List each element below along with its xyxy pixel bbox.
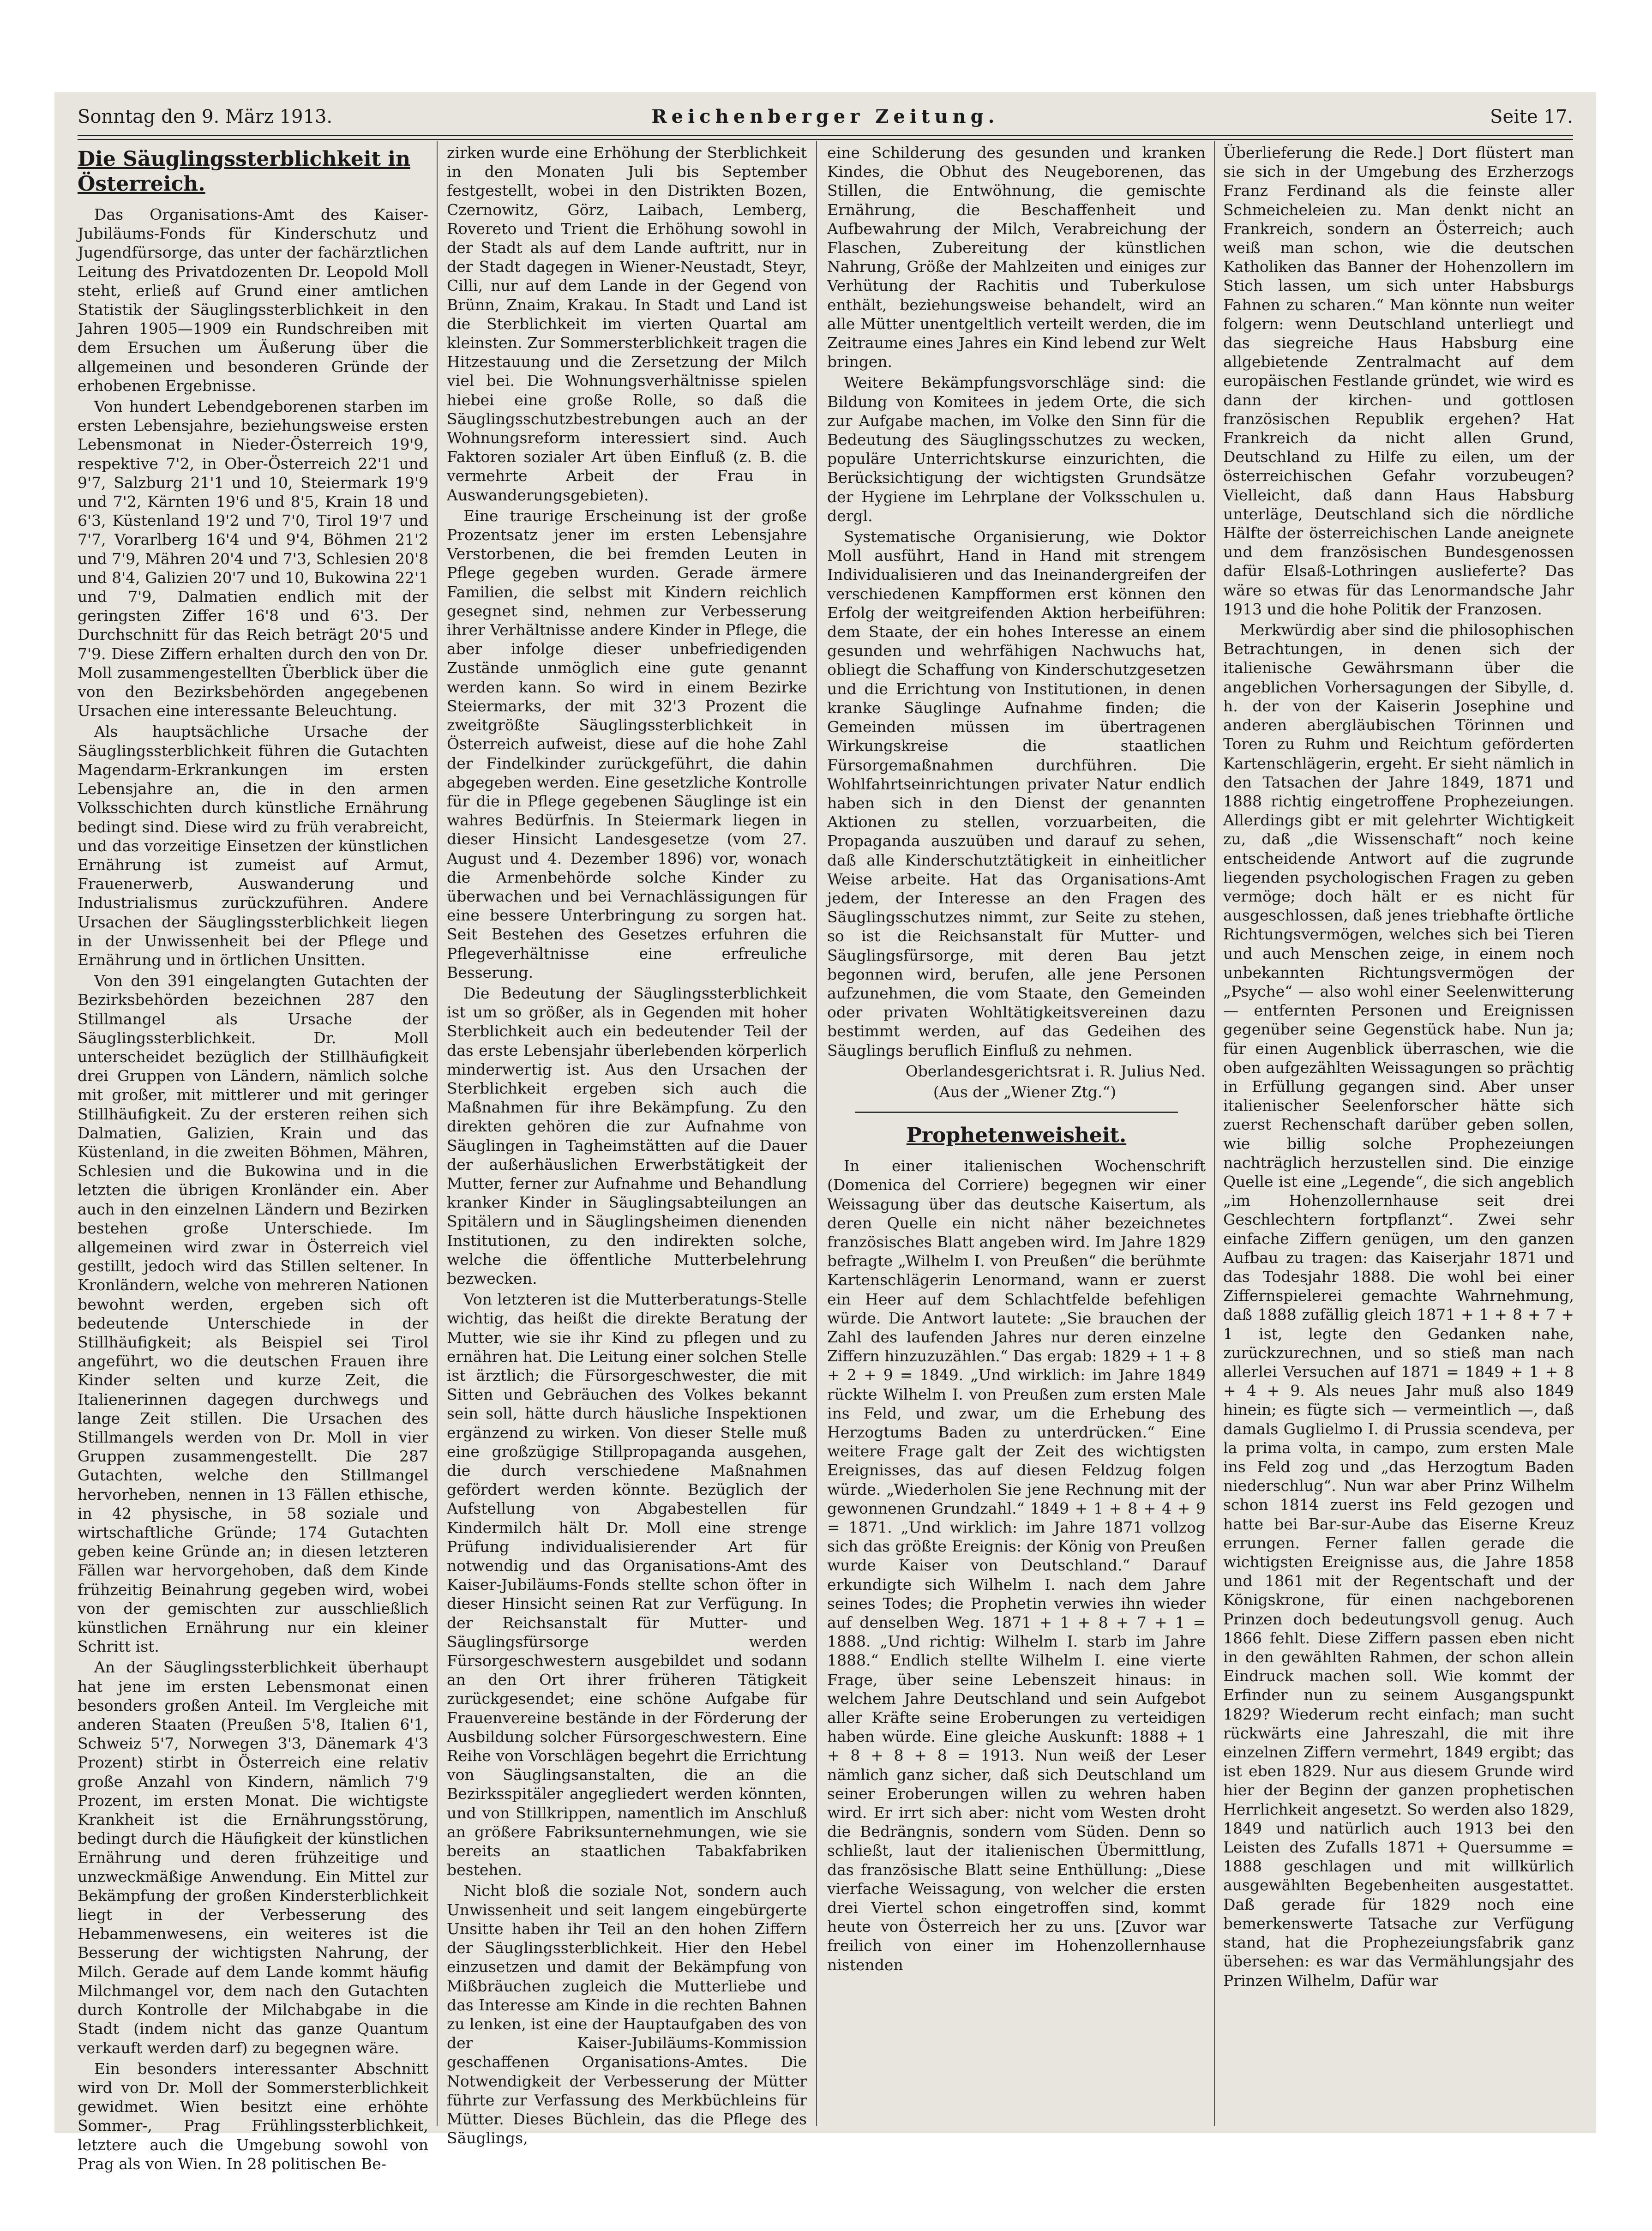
page-header [78,101,1573,133]
paragraph: Eine traurige Erscheinung ist der große Prozentsatz jener im ersten Lebensjahre Verstorbenen, die bei fremden Leuten in Pflege gegeben wurden. Gerade ärmere Familien, die selbst mit Kindern reichlich gesegnet sind, nehmen zur Verbesserung ihrer Verhältnisse andere Kinder in Pflege, die aber infolge dieser unbefriedigenden Zustände unmöglich eine gute genannt werden kann. So wird in einem Bezirke Steiermarks, der mit 32'3 Prozent die zweitgrößte Säuglingssterblichkeit in Österreich aufweist, diese auf die hohe Zahl der Findelkinder zurückgeführt, die dahin abgegeben werden. Eine gesetzliche Kontrolle für die in Pflege gegebenen Säuglinge ist ein wahres Bedürfnis. In Steiermark liegen in dieser Hinsicht Landesgesetze (vom 27. August und 4. Dezember 1896) vor, wonach die Armenbehörde solche Kinder zu überwachen und bei Vernachlässigungen für eine bessere Unterbringung zu sorgen hat. Seit Bestehen des Gesetzes erfuhren die Pflegeverhältnisse eine erfreuliche Besserung. [447,506,807,981]
header-date: Sonntag den 9. März 1913. [78,106,333,127]
paragraph: Weitere Bekämpfungsvorschläge sind: die Bildung von Komitees in jedem Orte, die sich zur Aufgabe machen, im Volke den Sinn für die Bedeutung des Säuglingsschutzes zu wecken, populäre Unterrichtskurse einzurichten, die Berücksichtigung der wichtigsten Grundsätze der Hygiene im Lehrplane der Volksschulen u. dergl. [827,373,1206,525]
column-divider [816,141,817,2126]
paragraph: Überlieferung die Rede.] Dort flüstert man sie sich in der Umgebung des Erzherzogs Franz Ferdinand als die feinste aller Schmeicheleien zu. Man denkt nicht an Frankreich, sondern an Österreich; auch weiß man schon, wie die deutschen Katholiken das Banner der Hohenzollern im Stich lassen, um sich unter Habsburgs Fahnen zu scharen.“ Man könnte nun weiter folgern: wenn Deutschland unterliegt und das siegreiche Haus Habsburg eine allgebietende Zentralmacht auf dem europäischen Festlande gründet, wie wird es dann der kirchen- und gottlosen französischen Republik ergehen? Hat Frankreich da nicht allen Grund, Deutschland zu Hilfe zu eilen, um der österreichischen Gefahr vorzubeugen? Vielleicht, daß dann Haus Habsburg unterläge, Deutschland sich die nördliche Hälfte der österreichischen Lande aneignete und dem französischen Bundesgenossen dafür Elsaß-Lothringen auslieferte? Das wäre so etwas für das Lenormandsche Jahr 1913 und die hohe Politik der Franzosen. [1223,144,1574,618]
paragraph: Von hundert Lebendgeborenen starben im ersten Lebensjahre, beziehungsweise ersten Lebensmonat in Nieder-Österreich 19'9, respektive 7'2, in Ober-Österreich 22'1 und 9'7, Salzburg 21'1 und 10, Steiermark 19'9 und 7'2, Kärnten 19'6 und 8'5, Krain 18 und 6'3, Küstenland 19'2 und 7'0, Tirol 19'7 und 7'7, Vorarlberg 16'4 und 9'4, Böhmen 21'2 und 7'9, Mähren 20'4 und 7'3, Schlesien 20'8 und 8'4, Galizien 20'7 und 10, Bukowina 22'1 und 7'9, Dalmatien endlich mit der geringsten Ziffer 16'8 und 6'3. Der Durchschnitt für das Reich beträgt 20'5 und 7'9. Diese Ziffern erhalten durch den von Dr. Moll zusammengestellten Überblick über die von den Bezirksbehörden angegebenen Ursachen eine interessante Beleuchtung. [78,397,428,720]
column-2 [447,143,807,2147]
paragraph: Ein besonders interessanter Abschnitt wird von Dr. Moll der Sommersterblichkeit gewidmet. Wien besitzt eine erhöhte Sommer-, Prag Frühlingssterblichkeit, letztere auch die Umgebung sowohl von Prag als von Wien. In 28 politischen Be- [78,2059,428,2173]
article-1-signature: Oberlandesgerichtsrat i. R. Julius Ned. [905,1062,1206,1080]
paragraph: An der Säuglingssterblichkeit überhaupt hat jene im ersten Lebensmonat einen besonders großen Anteil. Im Vergleiche mit anderen Staaten (Preußen 5'8, Italien 6'1, Schweiz 5'7, Norwegen 3'3, Dänemark 4'3 Prozent) stirbt in Österreich eine relativ große Anzahl von Kindern, nämlich 7'9 Prozent, im ersten Monat. Die wichtigste Krankheit ist die Ernährungsstörung, bedingt durch die Häufigkeit der künstlichen Ernährung und deren frühzeitige und unzweckmäßige Anwendung. Ein Mittel zur Bekämpfung der großen Kindersterblichkeit liegt in der Verbesserung des Hebammenwesens, ein weiteres ist die Besserung der wichtigsten Nahrung, der Milch. Gerade auf dem Lande kommt häufig Milchmangel vor, dem nach den Gutachten durch Kontrolle der Milchabgabe in die Stadt (indem nicht das ganze Quantum verkauft werden darf) zu begegnen wäre. [78,1658,428,2057]
paragraph: zirken wurde eine Erhöhung der Sterblichkeit in den Monaten Juli bis September festgestellt, wobei in den Distrikten Bozen, Czernowitz, Görz, Laibach, Lemberg, Rovereto und Trient die Erhöhung sowohl in der Stadt als auf dem Lande auftritt, nur in der Stadt dagegen in Wiener-Neustadt, Steyr, Cilli, nur auf dem Lande in der Gegend von Brünn, Znaim, Krakau. In Stadt und Land ist die Sterblichkeit im vierten Quartal am kleinsten. Zur Sommersterblichkeit tragen die Hitzestauung und die Zersetzung der Milch viel bei. Die Wohnungsverhältnisse spielen hiebei eine große Rolle, so daß die Säuglingsschutzbestrebungen auch an der Wohnungsreform interessiert sind. Auch Faktoren sozialer Art üben Einfluß (z. B. die vermehrte Arbeit der Frau in Auswanderungsgebieten). [447,144,807,504]
column-1 [78,143,428,2173]
paragraph: Systematische Organisierung, wie Doktor Moll ausführt, Hand in Hand mit strengem Individualisieren und das Ineinandergreifen der verschiedenen Kampfformen erst können den Erfolg der weitgreifenden Aktion herbeiführen: dem Staate, der ein hohes Interesse an einem gesunden und wehrfähigen Nachwuchs hat, obliegt die Schaffung von Kinderschutzgesetzen und die Errichtung von Institutionen, in denen kranke Säuglinge Aufnahme finden; die Gemeinden müssen im übertragenen Wirkungskreise die staatlichen Fürsorgemaßnahmen durchführen. Die Wohlfahrtseinrichtungen privater Natur endlich haben sich in den Dienst der genannten Aktionen zu stellen, vorzuarbeiten, die Propaganda auszuüben und darauf zu sehen, daß alle Kinderschutztätigkeit in einheitlicher Weise arbeite. Hat das Organisations-Amt jedem, der Interesse an den Fragen des Säuglingsschutzes nimmt, zur Seite zu stehen, so ist die Reichsanstalt für Mutter- und Säuglingsfürsorge, mit deren Bau jetzt begonnen wird, berufen, alle jene Personen aufzunehmen, die vom Staate, den Gemeinden oder privaten Wohltätigkeitsvereinen dazu bestimmt werden, auf das Gedeihen des Säuglings beruflich Einfluß zu nehmen. [827,528,1206,1059]
column-4 [1223,143,1574,2123]
article-separator [855,1112,1178,1113]
paragraph: Das Organisations-Amt des Kaiser-Jubiläums-Fonds für Kinderschutz und Jugendfürsorge, das unter der fachärztlichen Leitung des Privatdozenten Dr. Leopold Moll steht, erließ auf Grund einer amtlichen Statistik der Säuglingssterblichkeit in den Jahren 1905—1909 ein Rundschreiben mit dem Ersuchen um Äußerung über die allgemeinen und besonderen Gründe der erhobenen Ergebnisse. [78,205,428,395]
paragraph: Merkwürdig aber sind die philosophischen Betrachtungen, in denen sich der italienische Gewährsmann über die angeblichen Vorhersagungen der Sibylle, d. h. der von der Kaiserin Josephine und anderen abergläubischen Törinnen und Toren zu Ruhm und Reichtum geförderten Kartenschlägerin, ergeht. Er sieht nämlich in den Tatsachen der Jahre 1849, 1871 und 1888 richtig eingetroffene Prophezeiungen. Allerdings gibt er mit gelehrter Wichtigkeit zu, daß „die Wissenschaft“ noch keine entscheidende Antwort auf die zugrunde liegenden psychologischen Fragen zu geben vermöge; doch hält er es nicht für ausgeschlossen, daß jenes triebhafte örtliche Richtungsvermögen, welches sich bei Tieren und auch Menschen zeige, in einem noch unbekannten Richtungsvermögen der „Psyche“ — also wohl einer Seelenwitterung — entfernten Personen und Ereignissen gegenüber seine Gegenstück habe. Nun ja; für einen Augenblick überraschen, wie die oben aufgezählten Weissagungen so prächtig in Erfüllung gegangen sind. Aber unser italienischer Seelenforscher hätte sich zuerst Rechenschaft darüber geben sollen, wie billig solche Prophezeiungen nachträglich herzustellen sind. Die einzige Quelle ist eine „Legende“, die sich angeblich „im Hohenzollernhause seit drei Geschlechtern fortpflanzt“. Zwei sehr einfache Ziffern genügen, um den ganzen Aufbau zu tragen: das Kaiserjahr 1871 und das Todesjahr 1888. Die wohl bei einer Ziffernspielerei gemachte Wahrnehmung, daß 1888 zufällig gleich 1871 + 1 + 8 + 7 + 1 ist, legte den Gedanken nahe, zurückzurechnen, und so stieß man nach allerlei Versuchen auf 1871 = 1849 + 1 + 8 + 4 + 9. Als neues Jahr muß also 1849 hinein; es fügte sich — vermeintlich —, daß damals Guglielmo I. di Prussia scendeva, per la prima volta, in campo, zum ersten Male ins Feld zog und „das Herzogtum Baden niederschlug“. Nun war aber Prinz Wilhelm schon 1814 zuerst ins Feld gezogen und hatte bei Bar-sur-Aube das Eiserne Kreuz errungen. Ferner fallen gerade die wichtigsten Ereignisse aus, die Jahre 1858 und 1861 mit der Regentschaft und der Königskrone, für einen nachgeborenen Prinzen doch bedeutungsvoll genug. Auch 1866 fehlt. Diese Ziffern passen eben nicht in den gewählten Rahmen, der schon allein Eindruck machen soll. Wie kommt der Erfinder nun zu seinem Ausgangspunkt 1829? Wiederum recht einfach; man sucht rückwärts eine Jahreszahl, die mit ihre einzelnen Ziffern vermehrt, 1849 ergibt; das ist eben 1829. Nur aus diesem Grunde wird hier der Beginn der ganzen prophetischen Herrlichkeit angesetzt. So werden also 1829, 1849 und natürlich auch 1913 bei den Leisten des Zufalls 1871 + Quersumme = 1888 geschlagen und mit willkürlich ausgewählten Begebenheiten ausgestattet. Daß gerade für 1829 noch eine bemerkenswerte Tatsache zur Verfügung stand, hat die Prophezeiungsfabrik ganz übersehen: es war das Vermählungsjahr des Prinzen Wilhelm, Dafür war [1223,621,1574,1990]
newspaper-title: Reichenberger Zeitung. [651,106,999,127]
paragraph: Von letzteren ist die Mutterberatungs-Stelle wichtig, das heißt die direkte Beratung der Mutter, wie sie ihr Kind zu pflegen und zu ernähren hat. Die Leitung einer solchen Stelle ist ärztlich; die Fürsorgeschwester, die mit Sitten und Gebräuchen des Volkes bekannt sein soll, hätte durch häusliche Inspektionen ergänzend zu wirken. Von dieser Stelle muß eine großzügige Stillpropaganda ausgehen, die durch verschiedene Maßnahmen gefördert werden könnte. Bezüglich der Aufstellung von Abgabestellen für Kindermilch hält Dr. Moll eine strenge Prüfung individualisierender Art für notwendig und das Organisations-Amt des Kaiser-Jubiläums-Fonds stellte schon öfter in dieser Hinsicht seinen Rat zur Verfügung. In der Reichsanstalt für Mutter- und Säuglingsfürsorge werden Fürsorgeschwestern ausgebildet und sodann an den Ort ihrer früheren Tätigkeit zurückgesendet; eine schöne Aufgabe für Frauenvereine bestände in der Förderung der Ausbildung solcher Fürsorgeschwestern. Eine Reihe von Vorschlägen begehrt die Errichtung von Säuglingsanstalten, die an die Bezirksspitäler angegliedert werden könnten, und von Stillkrippen, namentlich im Anschluß an größere Fabriksunternehmungen, wie sie bereits an staatlichen Tabakfabriken bestehen. [447,1290,807,1879]
paragraph: eine Schilderung des gesunden und kranken Kindes, die Obhut des Neugeborenen, das Stillen, die Entwöhnung, die gemischte Ernährung, die Beschaffenheit und Aufbewahrung der Milch, Verabreichung der Flaschen, Zubereitung der künstlichen Nahrung, Größe der Mahlzeiten und einiges zur Verhütung der Rachitis und Tuberkulose enthält, beziehungsweise behandelt, wird an alle Mütter unentgeltlich verteilt werden, die im Zeitraume eines Jahres ein Kind lebend zur Welt bringen. [827,144,1206,371]
page-number: Seite 17. [1490,106,1573,127]
column-divider [1214,141,1215,2126]
header-rule [78,135,1573,140]
article-2-title: Prophetenweisheit. [906,1124,1127,1148]
paragraph: In einer italienischen Wochenschrift (Domenica del Corriere) begegnen wir einer Weissagung über das deutsche Kaisertum, als deren Quelle ein nicht näher bezeichnetes französisches Blatt angeben wird. Im Jahre 1829 befragte „Wilhelm I. von Preußen“ die berühmte Kartenschlägerin Lenormand, wann er zuerst ein Heer auf dem Schlachtfelde befehligen würde. Die Antwort lautete: „Sie brauchen der Zahl des laufenden Jahres nur deren einzelne Ziffern hinzuzuzählen.“ Das ergab: 1829 + 1 + 8 + 2 + 9 = 1849. „Und wirklich: im Jahre 1849 rückte Wilhelm I. von Preußen zum ersten Male ins Feld, und zwar, um die Erhebung des Herzogtums Baden zu unterdrücken.“ Eine weitere Frage galt der Zeit des wichtigsten Ereignisses, das auf diesen Feldzug folgen würde. „Wiederholen Sie jene Rechnung mit der gewonnenen Grundzahl.“ 1849 + 1 + 8 + 4 + 9 = 1871. „Und wirklich: im Jahre 1871 vollzog sich das größte Ereignis: der König von Preußen wurde Kaiser von Deutschland.“ Darauf erkundigte sich Wilhelm I. nach dem Jahre seines Todes; die Prophetin verwies ihn wieder auf denselben Weg. 1871 + 1 + 8 + 7 + 1 = 1888. „Und richtig: Wilhelm I. starb im Jahre 1888.“ Endlich stellte Wilhelm I. eine vierte Frage, über seine Lebenszeit hinaus: in welchem Jahre Deutschland und sein Aufgebot aller Kräfte seine Eroberungen zu verteidigen haben würde. Eine gleiche Auskunft: 1888 + 1 + 8 + 8 + 8 = 1913. Nun weiß der Leser nämlich ganz sicher, daß sich Deutschland um seiner Eroberungen willen zu wehren haben wird. Er irrt sich aber: nicht vom Westen droht die Bedrängnis, sondern vom Süden. Denn so schließt, laut der italienischen Übermittlung, das französische Blatt seine Enthüllung: „Diese vierfache Weissagung, von welcher die ersten drei Viertel schon eingetroffen sind, kommt heute von Österreich her zu uns. [Zuvor war freilich von einer im Hohenzollernhause nistenden [827,1157,1206,1974]
paragraph: Als hauptsächliche Ursache der Säuglingssterblichkeit führen die Gutachten Magendarm-Erkrankungen im ersten Lebensjahre an, die in den armen Volksschichten durch künstliche Ernährung bedingt sind. Diese wird zu früh verabreicht, und das vorzeitige Einsetzen der künstlichen Ernährung ist zumeist auf Armut, Frauenerwerb, Auswanderung und Industrialismus zurückzuführen. Andere Ursachen der Säuglingssterblichkeit liegen in der Unwissenheit bei der Pflege und Ernährung und in örtlichen Unsitten. [78,722,428,969]
article-1-title: Die Säuglingssterblichkeit in Österreich. [78,147,410,196]
column-divider [437,141,438,2126]
column-3 [827,143,1206,2123]
paragraph: Von den 391 eingelangten Gutachten der Bezirksbehörden bezeichnen 287 den Stillmangel als Ursache der Säuglingssterblichkeit. Dr. Moll unterscheidet bezüglich der Stillhäufigkeit drei Gruppen von Ländern, nämlich solche mit großer, mit mittlerer und mit geringer Stillhäufigkeit. Zu der ersteren reihen sich Dalmatien, Galizien, Krain und das Küstenland, in die zweiten Böhmen, Mähren, Schlesien und die Bukowina und in die letzten die übrigen Kronländer ein. Aber auch in den einzelnen Ländern und Bezirken bestehen große Unterschiede. Im allgemeinen wird zwar in Österreich viel gestillt, jedoch wird das Stillen seltener. In Kronländern, welche von mehreren Nationen bewohnt werden, ergeben sich oft bedeutende Unterschiede in der Stillhäufigkeit; als Beispiel sei Tirol angeführt, wo die deutschen Frauen ihre Kinder selten und kurze Zeit, die Italienerinnen dagegen durchwegs und lange Zeit stillen. Die Ursachen des Stillmangels werden von Dr. Moll in vier Gruppen zusammengestellt. Die 287 Gutachten, welche den Stillmangel hervorheben, nennen in 13 Fällen ethische, in 42 physische, in 58 soziale und wirtschaftliche Gründe; 174 Gutachten geben keine Gründe an; in diesen letzteren Fällen war hervorgehoben, daß dem Kinde frühzeitig Beinahrung gegeben wird, wobei von der gemischten zur ausschließlich künstlichen Ernährung nur ein kleiner Schritt ist. [78,972,428,1656]
article-1-source: (Aus der „Wiener Ztg.“) [933,1082,1117,1101]
article-1-body-col1 [78,205,428,2173]
paragraph: Nicht bloß die soziale Not, sondern auch Unwissenheit und seit langem eingebürgerte Unsitte haben ihr Teil an den hohen Ziffern der Säuglingssterblichkeit. Hier den Hebel einzusetzen und damit der Bekämpfung von Mißbräuchen zugleich die Mutterliebe und das Interesse am Kinde in die rechten Bahnen zu lenken, ist eine der Hauptaufgaben des von der Kaiser-Jubiläums-Kommission geschaffenen Organisations-Amtes. Die Notwendigkeit der Verbesserung der Mütter führte zur Verfassung des Merkbüchleins für Mütter. Dieses Büchlein, das die Pflege des Säuglings, [447,1882,807,2147]
paragraph: Die Bedeutung der Säuglingssterblichkeit ist um so größer, als in Gegenden mit hoher Sterblichkeit auch ein bedeutender Teil der das erste Lebensjahr überlebenden körperlich minderwertig ist. Aus den Ursachen der Sterblichkeit ergeben sich auch die Maßnahmen für ihre Bekämpfung. Zu den direkten gehören die zur Aufnahme von Säuglingen in Tagheimstätten auf die Dauer der außerhäuslichen Erwerbstätigkeit der Mutter, ferner zur Aufnahme und Behandlung kranker Kinder in Säuglingsabteilungen an Spitälern und in Säuglingsheimen dienenden Institutionen, zu den indirekten solche, welche die öffentliche Mutterbelehrung bezwecken. [447,984,807,1287]
